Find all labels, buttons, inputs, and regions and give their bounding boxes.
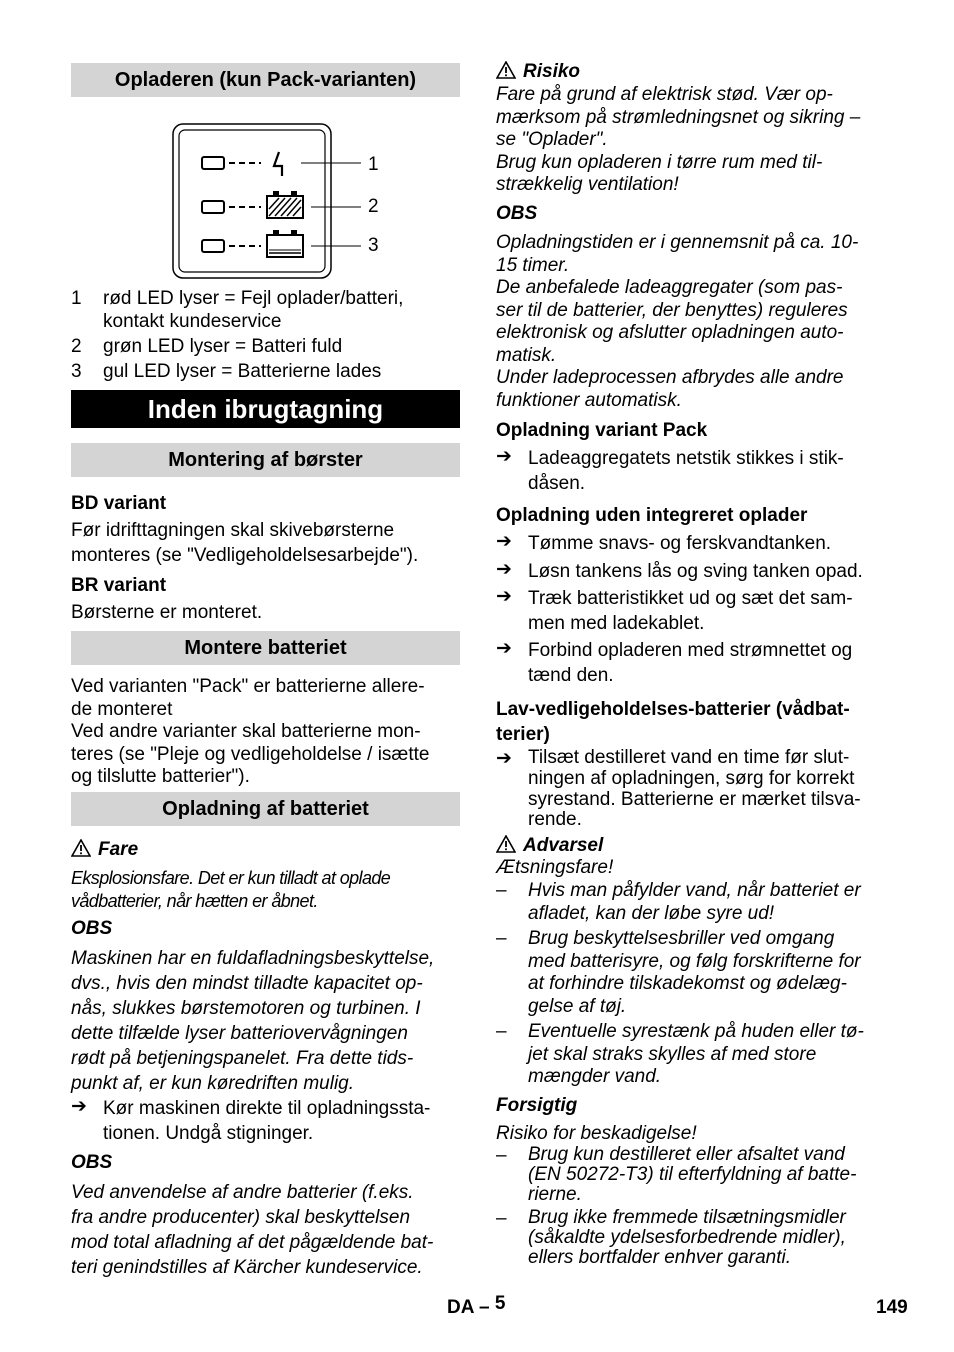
callout-3: 3 xyxy=(368,235,379,256)
obs1-text: Maskinen har en fuldafladningsbeskyttelse, dvs., hvis den mindst tilladte kapacitet op- nås, slukkes børstemotoren og turbinen. I dette tilfælde lyser batteriovervågningen rødt på betjeningspanelet. Fra dette tids- punkt af, er kun køredriften mulig. xyxy=(71,948,435,1094)
danger-text: Eksplosionsfare. Det er kun tilladt at oplade vådbatterier, når hætten er åbnet. xyxy=(71,868,391,911)
danger-label-row xyxy=(71,839,138,862)
charger-heading: Opladeren (kun Pack-varianten) xyxy=(71,63,460,97)
fault-icon xyxy=(274,152,282,176)
battery-charging-icon xyxy=(267,230,303,257)
br-variant-label: BR variant xyxy=(71,575,167,596)
warning-triangle-icon xyxy=(496,61,516,79)
brushes-heading: Montering af børster xyxy=(71,443,460,477)
arrow-right-icon: ➔ xyxy=(71,1096,87,1117)
no-charger-heading: Opladning uden integreret oplader xyxy=(496,505,808,526)
obs1-label: OBS xyxy=(71,918,113,939)
caution-label: Forsigtig xyxy=(496,1095,578,1116)
footer-section-page: 5 xyxy=(494,1293,506,1314)
warning-triangle-icon xyxy=(496,835,516,853)
led-1 xyxy=(202,157,224,169)
arrow-right-icon: ➔ xyxy=(496,638,512,659)
caution-text: Risiko for beskadigelse! xyxy=(496,1123,697,1144)
led-3 xyxy=(202,240,224,252)
risk-label: Risiko xyxy=(523,61,581,82)
battery-mount-heading: Montere batteriet xyxy=(71,631,460,665)
led-2 xyxy=(202,201,224,213)
obs-text: Opladningstiden er i gennemsnit på ca. 10- 15 timer. De anbefalede ladeaggregater (som pas- ser til de batterier, der benyttes) reguleres elektronisk og afslutter opladningen auto- matisk. Under ladeprocessen afbrydes alle andre funktioner automatisk. xyxy=(496,232,859,411)
bd-variant-text: Før idrifttagningen skal skivebørsterne monteres (se "Vedligeholdelsesarbejde"). xyxy=(71,520,419,566)
arrow-right-icon: ➔ xyxy=(496,748,512,769)
obs2-text: Ved anvendelse af andre batterier (f.eks. fra andre producenter) skal beskyttelsen mod total afladning af det pågældende bat- teri genindstilles af Kärcher kundeservice. xyxy=(71,1182,434,1278)
warning-label: Advarsel xyxy=(523,835,604,856)
br-variant-text: Børsterne er monteret. xyxy=(71,602,263,623)
arrow-right-icon: ➔ xyxy=(496,446,512,467)
page-number: 149 xyxy=(876,1297,908,1318)
risk-label-row xyxy=(496,61,580,84)
charging-heading: Opladning af batteriet xyxy=(71,792,460,826)
bd-variant-label: BD variant xyxy=(71,493,167,514)
warning-text: Ætsningsfare! xyxy=(496,857,614,878)
battery-full-icon xyxy=(267,191,303,218)
risk-text: Fare på grund af elektrisk stød. Vær op- mærksom på strømledningsnet og sikring – se "Oplader". Brug kun opladeren i tørre rum med til- strækkelig ventilation! xyxy=(496,84,861,195)
footer-section-code: DA xyxy=(447,1297,474,1318)
arrow-right-icon: ➔ xyxy=(496,559,512,580)
warning-label-row xyxy=(496,835,603,858)
footer-section-label xyxy=(447,1293,506,1319)
warning-triangle-icon xyxy=(71,839,91,857)
charger-led-figure xyxy=(171,122,391,282)
obs-label: OBS xyxy=(496,203,538,224)
section-title: Inden ibrugtagning xyxy=(71,390,460,428)
arrow-right-icon: ➔ xyxy=(496,586,512,607)
arrow-right-icon: ➔ xyxy=(496,531,512,552)
pack-heading: Opladning variant Pack xyxy=(496,420,708,441)
callout-1: 1 xyxy=(368,154,379,175)
callout-2: 2 xyxy=(368,196,379,217)
danger-label: Fare xyxy=(98,839,139,860)
footer-dash: – xyxy=(479,1297,490,1318)
battery-mount-text: Ved varianten "Pack" er batterierne allere- de monteret Ved andre varianter skal batterierne mon- teres (se "Pleje og vedligeholdelse / isætte og tilslutte batterier"). xyxy=(71,676,430,787)
obs2-label: OBS xyxy=(71,1152,113,1173)
low-maint-heading: Lav-vedligeholdelses-batterier (vådbat- terier) xyxy=(496,699,850,745)
